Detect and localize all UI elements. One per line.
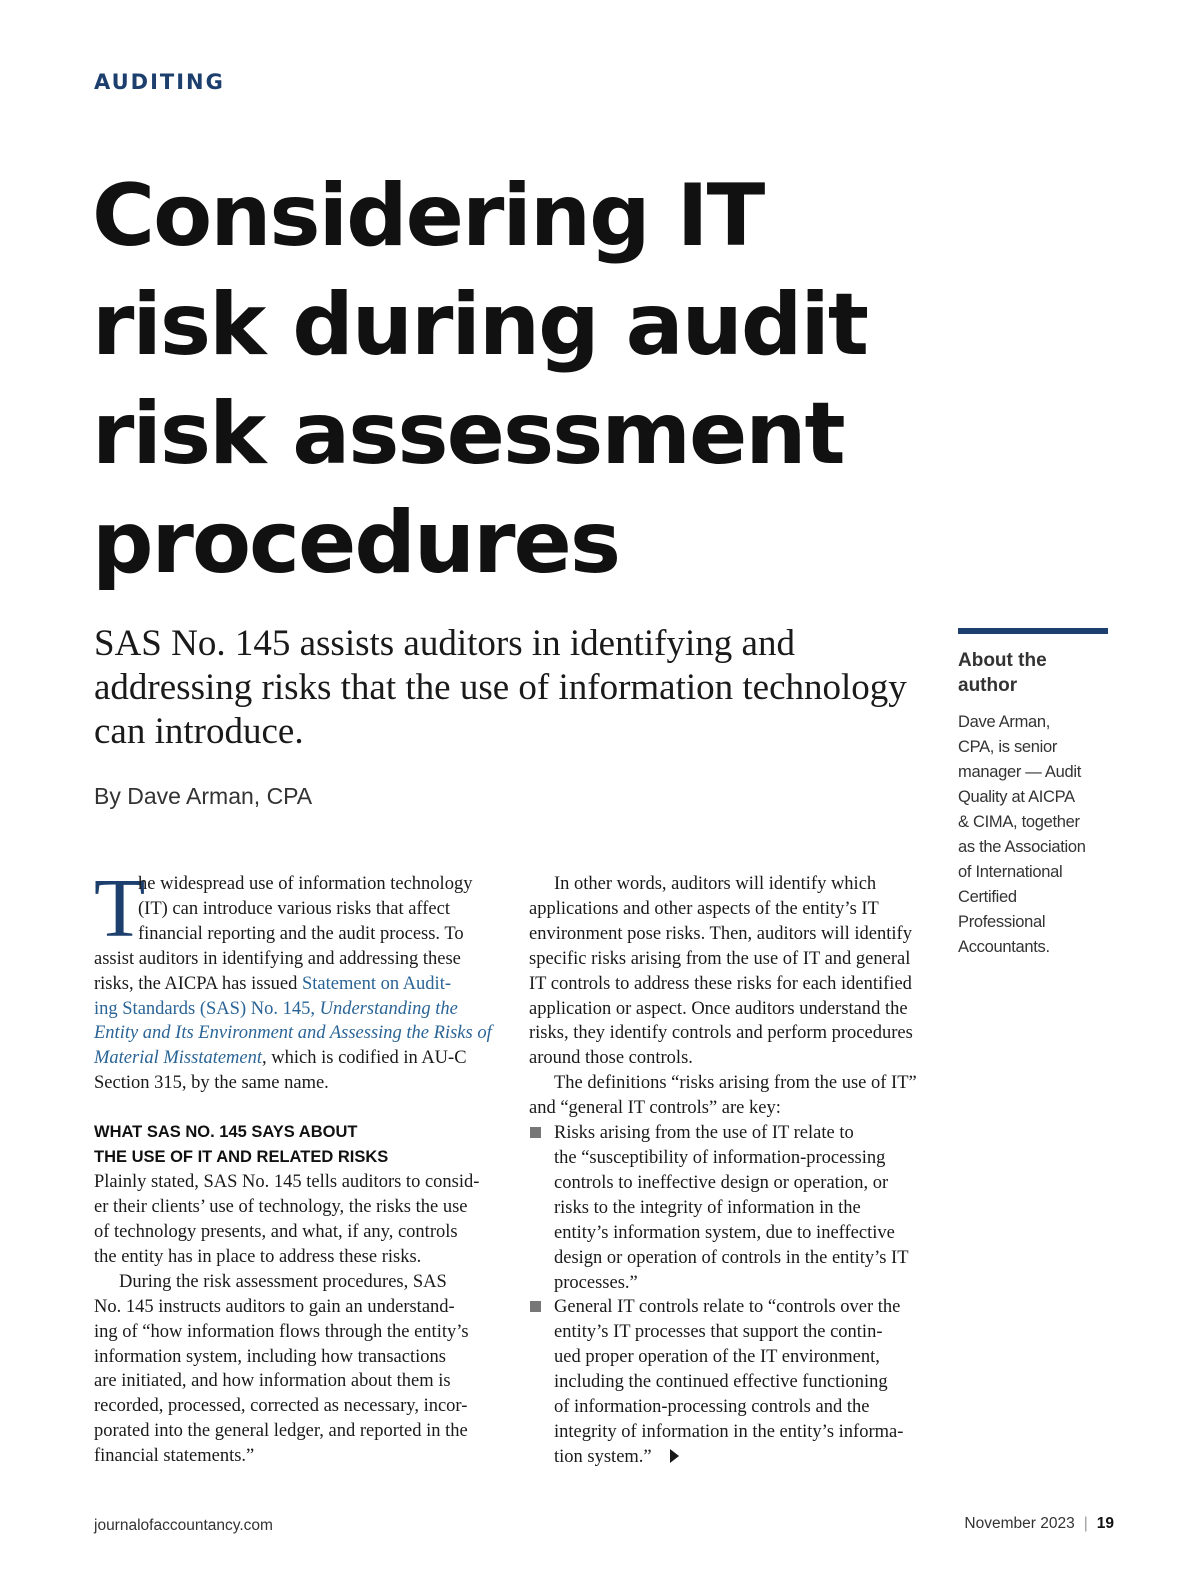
body-line: information system, including how transactions — [94, 1346, 446, 1367]
sas-145-link[interactable]: Statement on Audit- — [301, 973, 451, 994]
bio-line: & CIMA, together — [958, 813, 1080, 831]
bullet-line: ued proper operation of the IT environment, — [554, 1347, 880, 1368]
square-bullet-icon — [530, 1127, 541, 1138]
body-line: financial reporting and the audit process. To — [138, 923, 464, 944]
about-author-sidebar — [958, 628, 1108, 960]
bullet-item — [529, 1295, 939, 1469]
bio-line: of International — [958, 863, 1063, 881]
sas-145-link[interactable]: Entity and Its Environment and Assessing the Risks of — [94, 1023, 492, 1044]
body-line: risks, they identify controls and perform procedures — [529, 1023, 913, 1044]
bullet-line: including the continued effective functioning — [554, 1372, 888, 1393]
body-line: assist auditors in identifying and addressing these — [94, 948, 461, 969]
sidebar-title-line: About the — [958, 650, 1047, 671]
right-column — [529, 872, 939, 1470]
bullet-line: controls to ineffective design or operation, or — [554, 1172, 889, 1193]
deck-line: SAS No. 145 assists auditors in identifying and — [94, 623, 795, 664]
deck-line: can introduce. — [94, 711, 304, 752]
body-line: specific risks arising from the use of IT and general — [529, 948, 911, 969]
sas-145-link[interactable]: ing Standards (SAS) No. 145, — [94, 998, 320, 1019]
bullet-line: entity’s IT processes that support the contin- — [554, 1322, 883, 1343]
square-bullet-icon — [530, 1301, 541, 1312]
bullet-line: integrity of information in the entity’s informa- — [554, 1421, 904, 1442]
page-number: 19 — [1096, 1515, 1114, 1532]
sas-145-link[interactable]: Understanding the — [319, 998, 458, 1019]
left-column — [94, 862, 504, 1469]
footer-date: November 2023 — [964, 1515, 1075, 1532]
article-headline — [92, 162, 952, 598]
headline-line: risk during audit — [92, 275, 868, 375]
bio-line: Quality at AICPA — [958, 788, 1075, 806]
bio-line: CPA, is senior — [958, 738, 1058, 756]
bio-line: as the Association — [958, 838, 1086, 856]
bullet-line: processes.” — [554, 1272, 638, 1293]
byline: By Dave Arman, CPA — [94, 783, 313, 809]
body-text: , which is codified in AU-C — [262, 1048, 467, 1069]
body-line — [94, 997, 504, 1022]
bio-line: Dave Arman, — [958, 713, 1051, 731]
body-line: In other words, auditors will identify which — [554, 874, 877, 894]
body-line: and “general IT controls” are key: — [529, 1098, 781, 1119]
continue-arrow-icon — [670, 1449, 679, 1463]
bio-line: manager — Audit — [958, 763, 1081, 781]
body-line: around those controls. — [529, 1048, 693, 1069]
body-line: environment pose risks. Then, auditors will identify — [529, 923, 912, 944]
body-line: The definitions “risks arising from the use of IT” — [554, 1073, 917, 1094]
bullet-text: tion system.” — [554, 1446, 652, 1467]
section-label: AUDITING — [94, 70, 225, 94]
body-line: (IT) can introduce various risks that affect — [138, 898, 450, 919]
footer-folio — [964, 1515, 1114, 1533]
footer-site: journalofaccountancy.com — [94, 1517, 273, 1534]
body-line — [94, 1021, 504, 1046]
footer-separator: | — [1083, 1515, 1088, 1532]
body-line: During the risk assessment procedures, SAS — [119, 1271, 447, 1292]
body-line: IT controls to address these risks for each identified — [529, 973, 912, 994]
bullet-line: Risks arising from the use of IT relate to — [554, 1123, 854, 1144]
bio-line: Certified — [958, 888, 1017, 906]
headline-line: procedures — [92, 493, 620, 593]
body-line: recorded, processed, corrected as necessary, incor- — [94, 1396, 468, 1417]
section-subhead — [94, 1120, 504, 1170]
body-line: ing of “how information flows through the entity’s — [94, 1321, 469, 1342]
bullet-line: the “susceptibility of information-processing — [554, 1147, 886, 1168]
paragraph-gap — [94, 1096, 504, 1120]
body-line — [94, 972, 504, 997]
body-line: the entity has in place to address these risks. — [94, 1246, 422, 1267]
body-line: of technology presents, and what, if any, controls — [94, 1221, 458, 1242]
article-deck — [94, 622, 934, 754]
drop-cap: T — [94, 862, 146, 955]
body-line: porated into the general ledger, and reported in the — [94, 1421, 468, 1442]
body-line: Section 315, by the same name. — [94, 1073, 329, 1094]
body-line: are initiated, and how information about them is — [94, 1371, 451, 1392]
bullet-line: entity’s information system, due to ineffective — [554, 1222, 895, 1243]
sidebar-title-line: author — [958, 675, 1018, 696]
body-line: Plainly stated, SAS No. 145 tells auditors to consid- — [94, 1172, 480, 1193]
body-text: risks, the AICPA has issued — [94, 973, 302, 994]
bullet-item — [529, 1121, 939, 1295]
bullet-line: risks to the integrity of information in the — [554, 1197, 861, 1218]
body-line: er their clients’ use of technology, the risks the use — [94, 1197, 468, 1218]
subhead-line: THE USE OF IT AND RELATED RISKS — [94, 1148, 389, 1167]
sas-145-link[interactable]: Material Misstatement — [94, 1048, 263, 1069]
bio-line: Professional — [958, 913, 1046, 931]
bio-line: Accountants. — [958, 938, 1050, 956]
body-line: he widespread use of information technology — [138, 874, 473, 894]
headline-line: risk assessment — [92, 384, 844, 484]
author-bio — [958, 710, 1108, 960]
body-line: financial statements.” — [94, 1446, 255, 1467]
sidebar-title — [958, 648, 1108, 698]
body-line: applications and other aspects of the entity’s IT — [529, 898, 879, 919]
bullet-line: General IT controls relate to “controls over the — [554, 1297, 901, 1318]
bullet-line: of information-processing controls and the — [554, 1397, 870, 1418]
bullet-line — [554, 1445, 939, 1470]
deck-line: addressing risks that the use of information technology — [94, 667, 907, 708]
body-line: application or aspect. Once auditors understand the — [529, 998, 908, 1019]
subhead-line: WHAT SAS NO. 145 SAYS ABOUT — [94, 1123, 358, 1142]
bullet-line: design or operation of controls in the entity’s IT — [554, 1247, 909, 1268]
body-line — [94, 1046, 504, 1071]
headline-line: Considering IT — [92, 166, 764, 266]
body-line: No. 145 instructs auditors to gain an understand- — [94, 1296, 455, 1317]
